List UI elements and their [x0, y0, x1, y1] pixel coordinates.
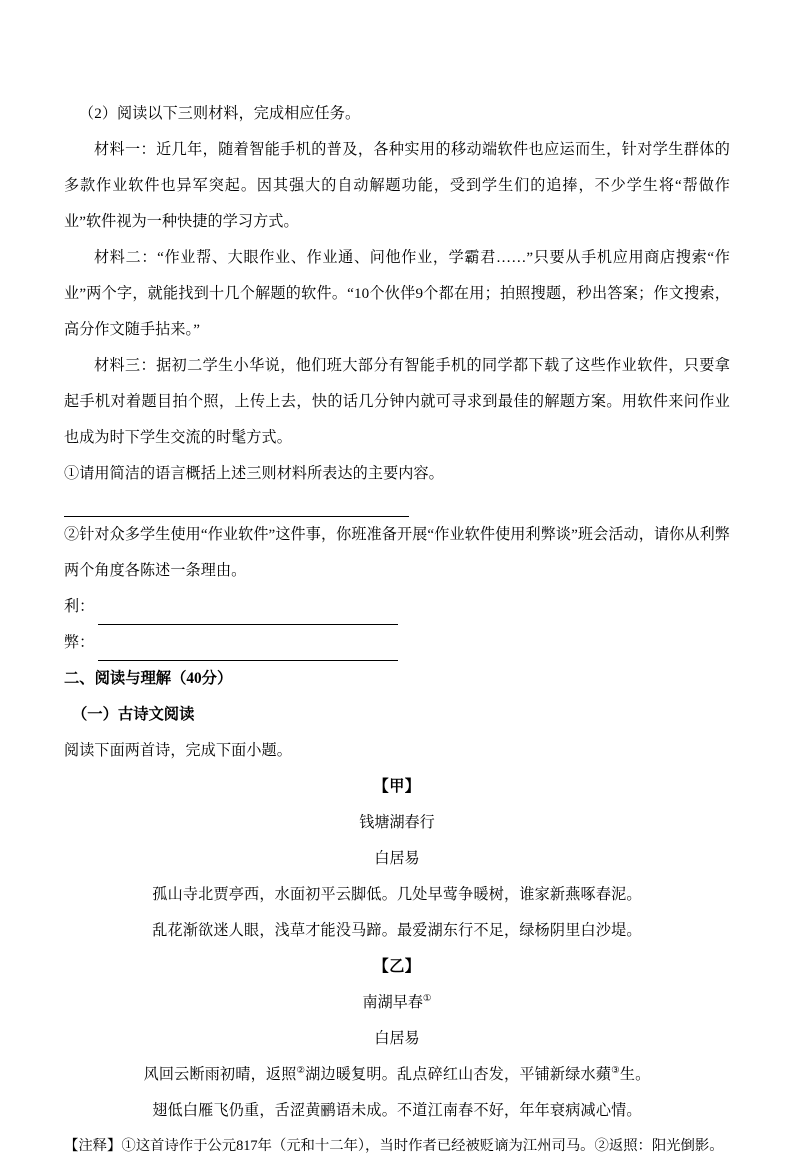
poem-yi-line-1-part-b: 湖边暖复明。乱点碎红山杏发，平铺新绿水蘋 [305, 1067, 612, 1083]
poem-yi-title [64, 985, 730, 1021]
material-one-paragraph: 材料一：近几年，随着智能手机的普及，各种实用的移动端软件也应运而生，针对学生群体的多款作业软件也异军突起。因其强大的自动解题功能，受到学生们的追捧，不少学生将“帮做作业”软件视为一种快捷的学习方式。 [64, 142, 730, 230]
material-two-paragraph: 材料二：“作业帮、大眼作业、作业通、问他作业，学霸君……”只要从手机应用商店搜索“作业”两个字，就能找到十几个解题的软件。“10个伙伴9个都在用；拍照搜题，秒出答案；作文搜索，高分作文随手拈来。” [64, 250, 730, 338]
section-two-heading: 二、阅读与理解（40分） [64, 670, 233, 687]
poem-yi-footnote-marker-3: ③ [611, 1065, 620, 1076]
sub-question-2: ②针对众多学生使用“作业软件”这件事，你班准备开展“作业软件使用利弊谈”班会活动，请你从利弊两个角度各陈述一条理由。 [64, 527, 730, 579]
poem-yi-line-1 [64, 1057, 730, 1093]
poem-yi-title-footnote-marker: ① [422, 993, 432, 1004]
answer-rule-con[interactable] [98, 643, 398, 661]
material-three-paragraph: 材料三：据初二学生小华说，他们班大部分有智能手机的同学都下载了这些作业软件，只要拿起手机对着题目拍个照，上传上去，快的话几分钟内就可寻求到最佳的解题方案。用软件来问作业也成为时下学生交流的时髦方式。 [64, 358, 730, 446]
poem-jia-line-2: 乱花渐欲迷人眼，浅草才能没马蹄。最爱湖东行不足，绿杨阴里白沙堤。 [152, 923, 642, 939]
question-2-prompt: （2）阅读以下三则材料，完成相应任务。 [79, 106, 361, 122]
poem-yi-bracket: 【乙】 [373, 959, 421, 975]
poem-yi-line-1-part-c: 生。 [619, 1067, 651, 1083]
poem-jia-bracket: 【甲】 [373, 779, 421, 795]
pro-answer-row[interactable] [64, 589, 730, 625]
poem-jia-author: 白居易 [374, 851, 420, 867]
sub-question-1: ①请用简洁的语言概括上述三则材料所表达的主要内容。 [64, 466, 444, 482]
annotation-text: ①这首诗作于公元817年（元和十二年），当时作者已经被贬谪为江州司马。②返照：阳光倒影。 [121, 1138, 724, 1154]
con-answer-row[interactable] [64, 625, 730, 661]
poem-reading-instruction: 阅读下面两首诗，完成下面小题。 [64, 743, 292, 759]
pro-label: 利： [64, 599, 95, 615]
sub-question-1-answer-area[interactable] [64, 492, 730, 517]
page-content [64, 96, 730, 1163]
annotation-label: 【注释】 [64, 1138, 122, 1154]
poem-jia-title: 钱塘湖春行 [359, 815, 435, 831]
section-two-subheading: （一）古诗文阅读 [72, 706, 195, 723]
poem-yi-author: 白居易 [374, 1031, 420, 1047]
poem-yi-title-text: 南湖早春 [362, 995, 423, 1011]
con-label: 弊： [64, 635, 95, 651]
annotation-line [64, 1129, 730, 1163]
answer-rule-1[interactable] [64, 492, 409, 517]
poem-jia-line-1: 孤山寺北贾亭西，水面初平云脚低。几处早莺争暖树，谁家新燕啄春泥。 [152, 887, 642, 903]
poem-yi-line-2: 翅低白雁飞仍重，舌涩黄鹂语未成。不道江南春不好，年年衰病减心情。 [152, 1103, 642, 1119]
poem-yi-footnote-marker-2: ② [296, 1065, 306, 1076]
answer-rule-pro[interactable] [98, 607, 398, 625]
poem-yi-line-1-part-a: 风回云断雨初晴，返照 [143, 1067, 297, 1083]
